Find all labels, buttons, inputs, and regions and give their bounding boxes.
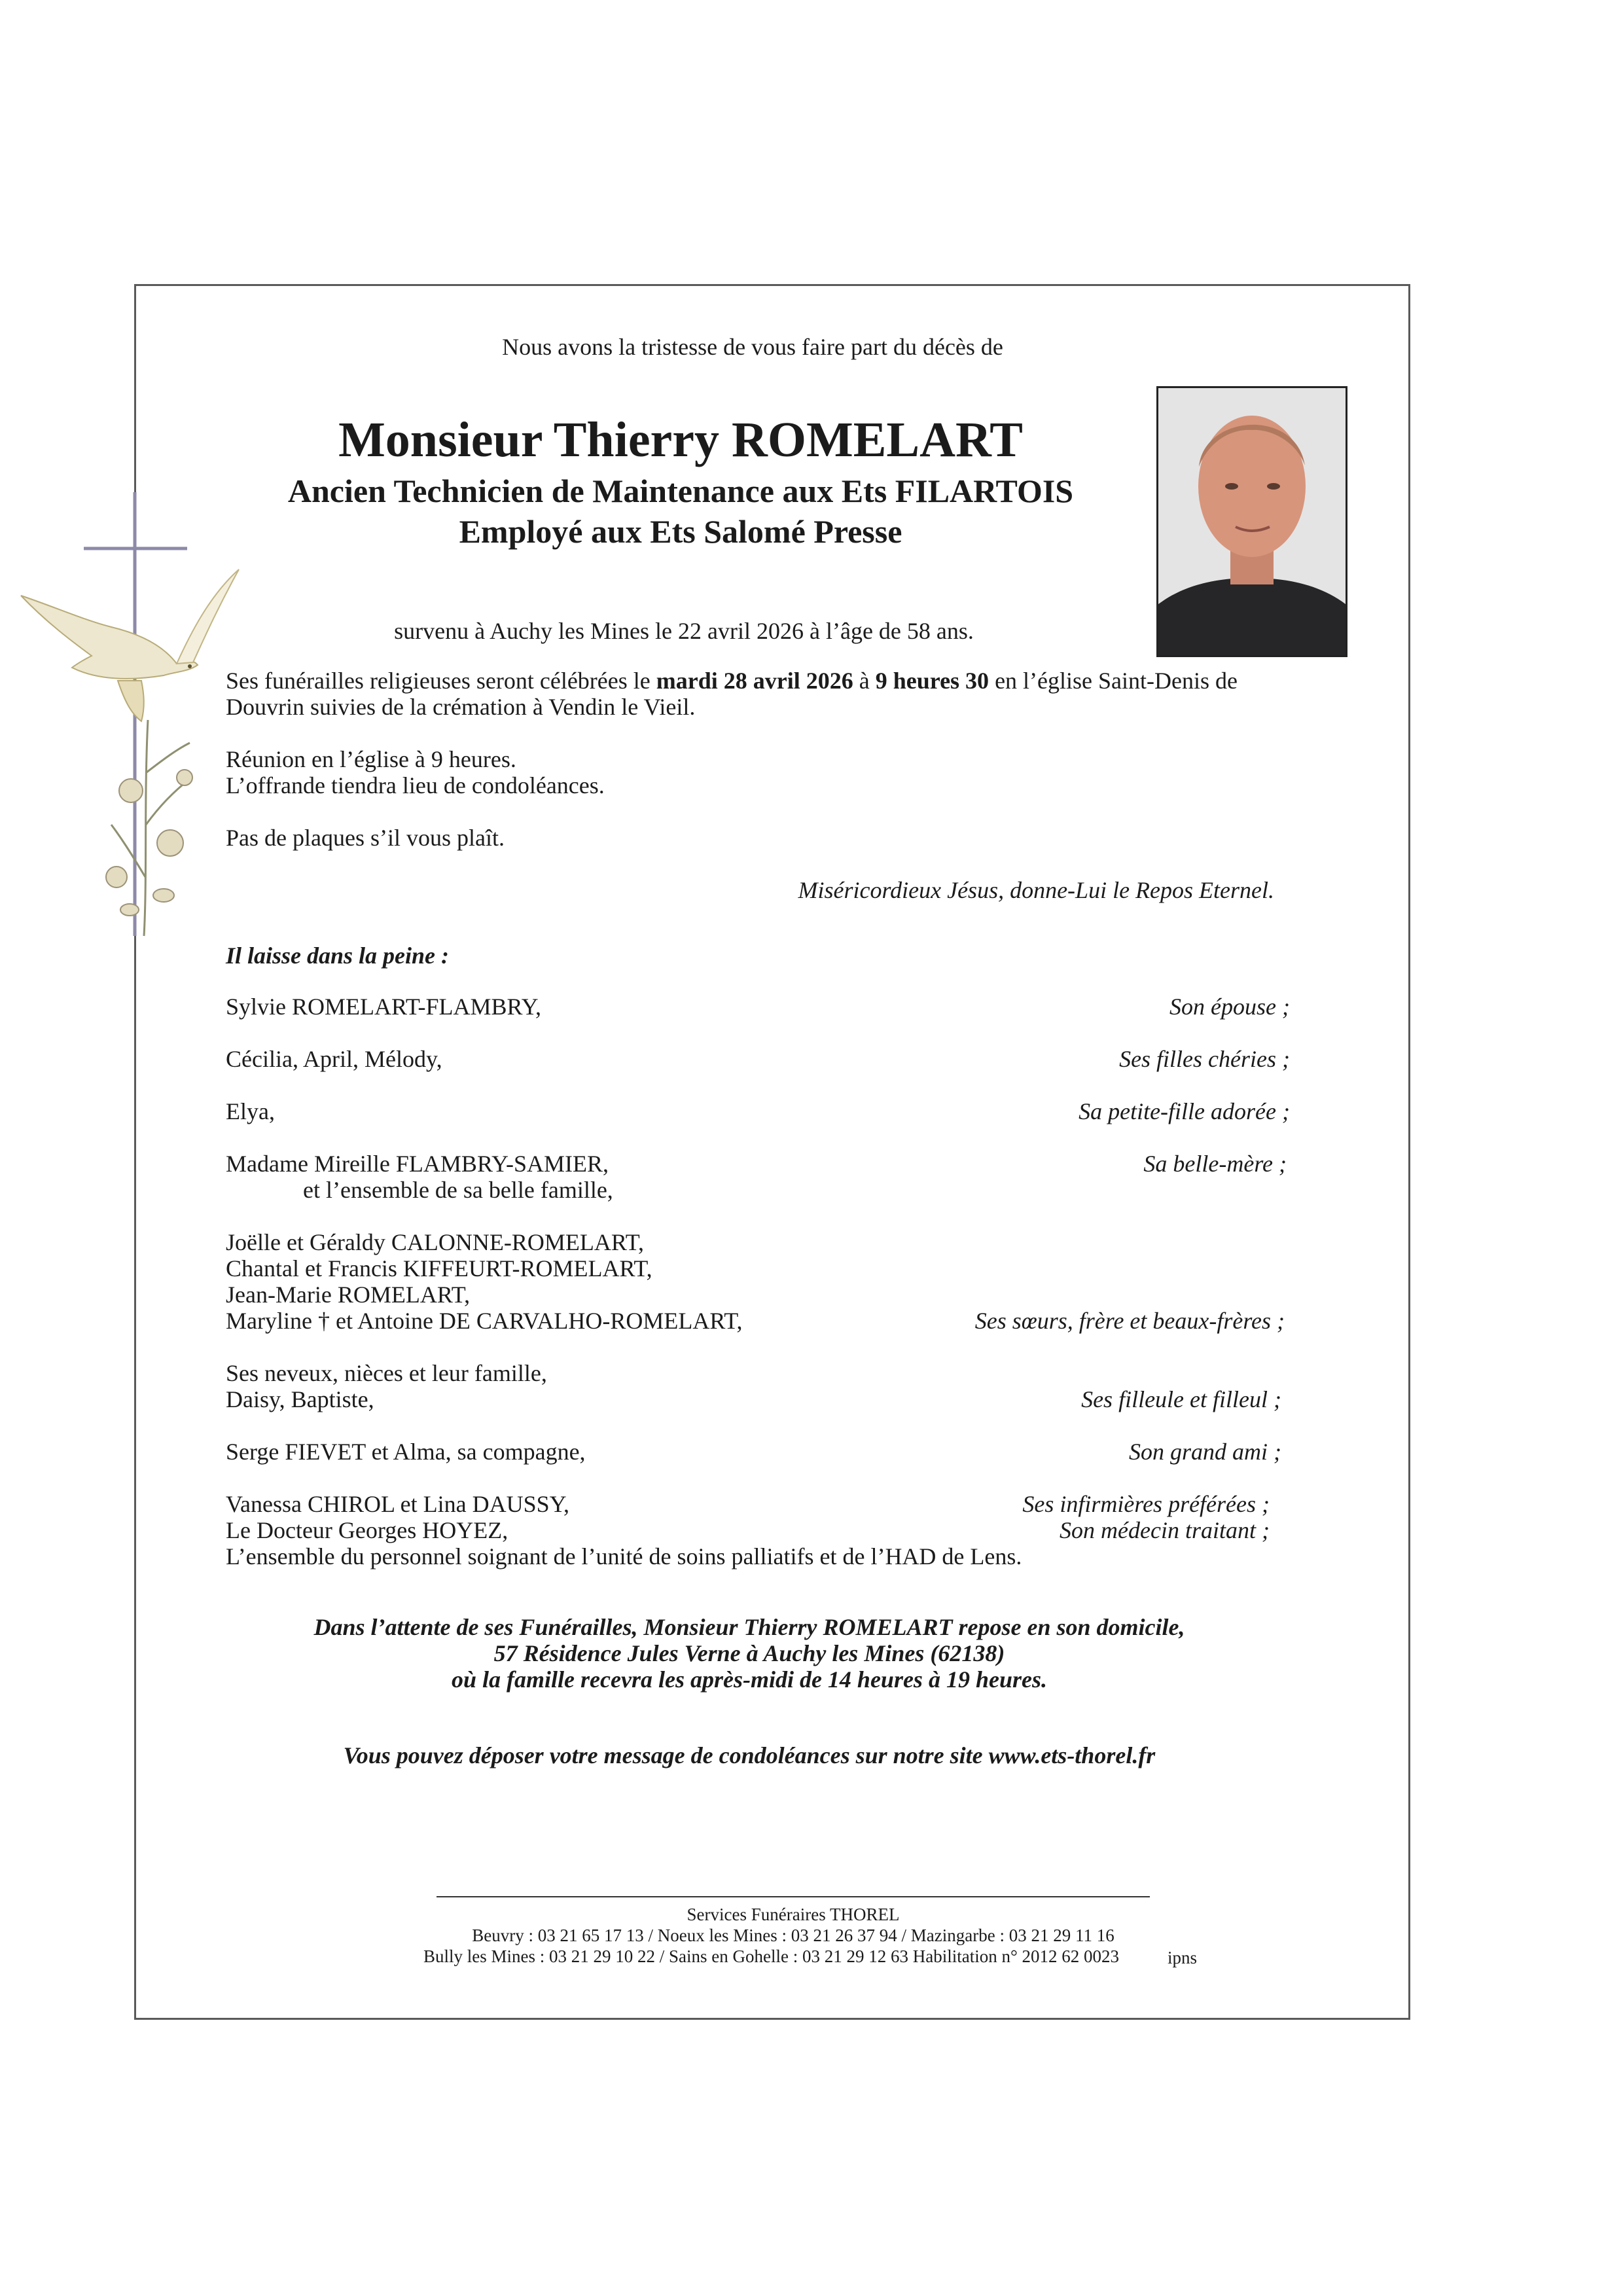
mourner-name: Cécilia, April, Mélody,	[226, 1046, 442, 1072]
funeral-time: 9 heures 30	[875, 668, 990, 694]
job-title-2: Employé aux Ets Salomé Presse	[459, 513, 902, 550]
mourner-name: Serge FIEVET et Alma, sa compagne,	[226, 1439, 586, 1465]
lily-flowers	[106, 770, 192, 916]
footer-line-2: Bully les Mines : 03 21 29 10 22 / Sains en Gohelle : 03 21 29 12 63 Habilitation n° 2012 62 0023	[423, 1946, 1119, 1966]
mourner-relation: Son épouse ;	[1169, 994, 1290, 1020]
mourner-name: Elya,	[226, 1098, 275, 1124]
funeral-text-2: à	[853, 668, 876, 694]
footer-tag: ipns	[1168, 1948, 1198, 1967]
mourner-subline: et l’ensemble de sa belle famille,	[303, 1177, 613, 1203]
dove-icon	[21, 569, 239, 721]
funeral-date: mardi 28 avril 2026	[656, 668, 853, 694]
mourner-relation: Ses sœurs, frère et beaux-frères ;	[974, 1308, 1285, 1334]
mourner-name: Joëlle et Géraldy CALONNE-ROMELART,	[226, 1229, 645, 1255]
mourner-name: Le Docteur Georges HOYEZ,	[226, 1517, 508, 1543]
offrande-text: L’offrande tiendra lieu de condoléances.	[226, 772, 605, 798]
mourner-name: Daisy, Baptiste,	[226, 1386, 374, 1412]
mourner-name: Ses neveux, nièces et leur famille,	[226, 1360, 547, 1386]
mourner-name: Maryline † et Antoine DE CARVALHO-ROMELART,	[226, 1308, 743, 1334]
mourner-name: Madame Mireille FLAMBRY-SAMIER,	[226, 1151, 609, 1177]
cross-dove-decoration	[13, 484, 255, 942]
mourners-heading: Il laisse dans la peine :	[226, 942, 450, 969]
lily-icon	[111, 720, 190, 936]
mourner-name: L’ensemble du personnel soignant de l’unité de soins palliatifs et de l’HAD de Lens.	[226, 1543, 1022, 1570]
mourner-relation: Son médecin traitant ;	[1060, 1517, 1270, 1543]
plaques-text: Pas de plaques s’il vous plaît.	[226, 825, 505, 851]
mourner-relation: Son grand ami ;	[1129, 1439, 1281, 1465]
death-notice: survenu à Auchy les Mines le 22 avril 2026 à l’âge de 58 ans.	[394, 618, 974, 644]
mourner-relation: Ses filleule et filleul ;	[1081, 1386, 1281, 1412]
mourner-name: Chantal et Francis KIFFEURT-ROMELART,	[226, 1255, 652, 1282]
funeral-text-3: en l’église Saint-Denis de	[989, 668, 1238, 694]
mourner-relation: Ses filles chéries ;	[1119, 1046, 1290, 1072]
repose-line-1: Dans l’attente de ses Funérailles, Monsieur Thierry ROMELART repose en son domicile,	[313, 1614, 1185, 1640]
mourner-relation: Ses infirmières préférées ;	[1022, 1491, 1270, 1517]
footer-line-1: Beuvry : 03 21 65 17 13 / Noeux les Mines : 03 21 26 37 94 / Mazingarbe : 03 21 29 11 16	[472, 1926, 1115, 1945]
mourner-name: Vanessa CHIROL et Lina DAUSSY,	[226, 1491, 569, 1517]
prayer-text: Miséricordieux Jésus, donne-Lui le Repos Eternel.	[798, 877, 1274, 903]
mourner-relation: Sa belle-mère ;	[1143, 1151, 1287, 1177]
mourner-relation: Sa petite-fille adorée ;	[1079, 1098, 1290, 1124]
funeral-details	[226, 668, 1238, 694]
mourner-name: Jean-Marie ROMELART,	[226, 1282, 471, 1308]
reunion-text: Réunion en l’église à 9 heures.	[226, 746, 516, 772]
funeral-line-2: Douvrin suivies de la crémation à Vendin le Vieil.	[226, 694, 696, 720]
repose-line-3: où la famille recevra les après-midi de 14 heures à 19 heures.	[452, 1666, 1047, 1693]
footer-company: Services Funéraires THOREL	[687, 1905, 900, 1924]
deceased-name: Monsieur Thierry ROMELART	[338, 412, 1023, 467]
condolences-link[interactable]: Vous pouvez déposer votre message de condoléances sur notre site www.ets-thorel.fr	[343, 1742, 1156, 1768]
intro-text: Nous avons la tristesse de vous faire part du décès de	[502, 334, 1003, 360]
mourner-name: Sylvie ROMELART-FLAMBRY,	[226, 994, 541, 1020]
job-title-1: Ancien Technicien de Maintenance aux Ets FILARTOIS	[287, 473, 1074, 509]
repose-line-2: 57 Résidence Jules Verne à Auchy les Mines (62138)	[493, 1640, 1005, 1666]
footer-divider	[437, 1896, 1150, 1897]
funeral-text-1: Ses funérailles religieuses seront célébrées le	[226, 668, 656, 694]
